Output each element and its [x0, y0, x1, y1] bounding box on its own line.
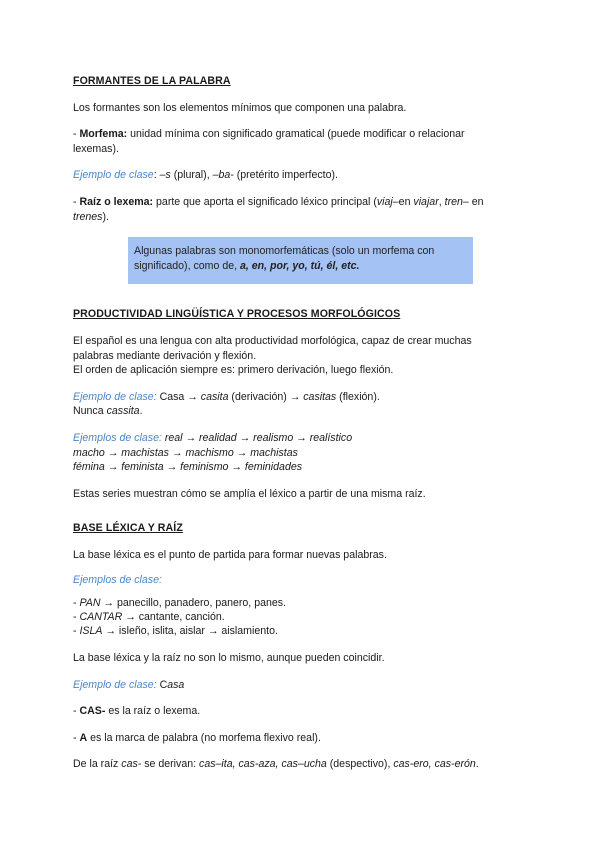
list-item-pan: - PAN → panecillo, panadero, panero, panes. — [73, 597, 287, 609]
note-box: Algunas palabras son monomorfemáticas (solo un morfema con significado), como de, a, en, por, yo, tú, él, etc. — [128, 237, 473, 284]
paragraph-cas-raiz: - CAS- es la raíz o lexema. — [73, 705, 201, 717]
section-title-productividad: PRODUCTIVIDAD LINGÜÍSTICA Y PROCESOS MORFOLÓGICOS — [73, 308, 401, 320]
paragraph-productividad: El español es una lengua con alta productividad morfológica, capaz de crear muchas palabras mediante derivación y flexión. — [73, 335, 472, 362]
example-label: Ejemplo de clase — [73, 169, 154, 181]
paragraph-series-conclusion: Estas series muestran cómo se amplía el léxico a partir de una misma raíz. — [73, 488, 426, 500]
term-morfema: Morfema: — [79, 128, 128, 140]
example-series-3: fémina → feminista → feminismo → feminidades — [73, 461, 303, 473]
term-raiz: Raíz o lexema: — [79, 196, 154, 208]
example-label: Ejemplo de clase: — [73, 391, 157, 403]
paragraph-raiz: - Raíz o lexema: parte que aporta el significado léxico principal (viaj–en viajar, tren– en trenes). — [73, 196, 484, 223]
examples-label: Ejemplos de clase: — [73, 574, 162, 586]
section-title-formantes: FORMANTES DE LA PALABRA — [73, 75, 231, 87]
note-word-list: a, en, por, yo, tú, él, etc. — [240, 259, 360, 272]
paragraph-derivados-cas: De la raíz cas- se derivan: cas–ita, cas-aza, cas–ucha (despectivo), cas-ero, cas-erón. — [73, 758, 479, 770]
paragraph-base-lexica: La base léxica es el punto de partida para formar nuevas palabras. — [73, 549, 387, 561]
paragraph-morfema: - Morfema: unidad mínima con significado gramatical (puede modificar o relacionar lexemas). — [73, 128, 465, 155]
examples-label: Ejemplos de clase: — [73, 432, 162, 444]
paragraph-nunca: Nunca cassita. — [73, 405, 143, 417]
example-label: Ejemplo de clase: — [73, 679, 157, 691]
paragraph-orden: El orden de aplicación siempre es: primero derivación, luego flexión. — [73, 364, 394, 376]
paragraph-ejemplo-casa: Ejemplo de clase: Casa → casita (derivación) → casitas (flexión). — [73, 391, 380, 403]
paragraph-intro: Los formantes son los elementos mínimos que componen una palabra. — [73, 102, 407, 114]
section-title-base-lexica: BASE LÉXICA Y RAÍZ — [73, 522, 183, 534]
paragraph-ejemplo-casa-2: Ejemplo de clase: Casa — [73, 679, 185, 691]
paragraph-ejemplo-morfema: Ejemplo de clase: –s (plural), –ba- (pretérito imperfecto). — [73, 169, 338, 181]
example-series-2: macho → machistas → machismo → machistas — [73, 447, 298, 459]
list-item-isla: - ISLA → isleño, islita, aislar → aislamiento. — [73, 625, 278, 637]
example-series-1: Ejemplos de clase: real → realidad → realismo → realístico — [73, 432, 353, 444]
paragraph-a-marca: - A es la marca de palabra (no morfema flexivo real). — [73, 732, 321, 744]
paragraph-base-vs-raiz: La base léxica y la raíz no son lo mismo, aunque pueden coincidir. — [73, 652, 385, 664]
list-item-cantar: - CANTAR → cantante, canción. — [73, 611, 225, 623]
